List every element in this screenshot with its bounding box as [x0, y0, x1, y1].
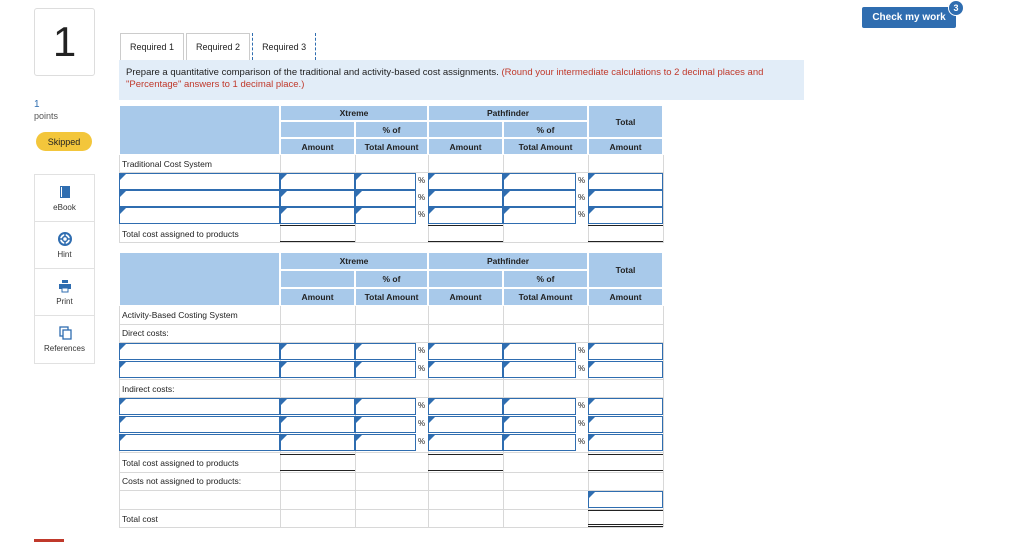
table2-direct-row1-xtreme-pct-sign: % — [418, 346, 426, 355]
table1-total-pathfinder[interactable] — [428, 225, 503, 242]
print-button[interactable] — [35, 269, 94, 316]
question-number: 1 — [34, 8, 95, 76]
table2-indirect-row2-category-input[interactable] — [119, 416, 280, 433]
requirement-tabs — [120, 33, 316, 60]
table2-col-0: Amount — [280, 288, 355, 306]
references-label: References — [44, 344, 85, 353]
table2-direct-row1-xtreme-amount-input[interactable] — [280, 343, 355, 360]
table2-indirect-row1-total-amount-input[interactable] — [588, 398, 663, 415]
table1-header-blank — [119, 105, 280, 155]
table2-indirect-row3-total-amount-input[interactable] — [588, 434, 663, 451]
table2-direct-row1-pathfinder-amount-input[interactable] — [428, 343, 503, 360]
table1-group-total: Total — [588, 105, 663, 138]
table2-group-total: Total — [588, 252, 663, 288]
table2-direct-row2-xtreme-pct-sign: % — [418, 364, 426, 373]
table2-group-pathfinder: Pathfinder — [428, 252, 588, 270]
ebook-icon — [58, 185, 72, 199]
table2-indirect-row2-pathfinder-pct-sign: % — [578, 419, 586, 428]
attempts-badge: 3 — [948, 0, 964, 16]
table2-indirect-row1-pathfinder-pct-input[interactable] — [503, 398, 576, 415]
table1-total-xtreme[interactable] — [280, 225, 355, 242]
table2-col-4: Amount — [588, 288, 663, 306]
table1-row3-xtreme-pct-sign: % — [418, 210, 426, 219]
table1-row2-xtreme-pct-input[interactable] — [355, 190, 416, 207]
references-icon — [58, 326, 72, 340]
table2-direct-row2-pathfinder-pct-sign: % — [578, 364, 586, 373]
table2-direct-row1-pathfinder-pct-sign: % — [578, 346, 586, 355]
table2-sub-blank-2 — [428, 270, 503, 288]
table1-sub-blank-2 — [428, 121, 503, 138]
table1-row2-total-amount-input[interactable] — [588, 190, 663, 207]
table2-section-label: Activity-Based Costing System — [122, 310, 238, 320]
table2-indirect-row3-xtreme-pct-sign: % — [418, 437, 426, 446]
table1-total-label: Total cost assigned to products — [122, 228, 239, 239]
table2-total-cost-total[interactable] — [588, 510, 663, 527]
table2-indirect-label: Indirect costs: — [122, 383, 175, 394]
table2-total-total[interactable] — [588, 454, 663, 471]
row-divider — [119, 490, 663, 491]
table1-total-total[interactable] — [588, 225, 663, 242]
table1-row1-total-amount-input[interactable] — [588, 173, 663, 190]
table2-indirect-row1-xtreme-pct-sign: % — [418, 401, 426, 410]
table2-direct-row1-xtreme-pct-input[interactable] — [355, 343, 416, 360]
table1-row3-pathfinder-pct-input[interactable] — [503, 207, 576, 224]
table2-bottom-border — [119, 527, 663, 528]
table2-total-label: Total cost assigned to products — [122, 457, 239, 468]
table2-indirect-row2-xtreme-pct-sign: % — [418, 419, 426, 428]
table1-row3-xtreme-pct-input[interactable] — [355, 207, 416, 224]
table1-row2-pathfinder-amount-input[interactable] — [428, 190, 503, 207]
table2-indirect-row2-pathfinder-amount-input[interactable] — [428, 416, 503, 433]
table1-row1-xtreme-pct-sign: % — [418, 176, 426, 185]
table2-indirect-row3-pathfinder-pct-input[interactable] — [503, 434, 576, 451]
table1-row1-pathfinder-amount-input[interactable] — [428, 173, 503, 190]
table1-group-pathfinder: Pathfinder — [428, 105, 588, 121]
table2-total-xtreme[interactable] — [280, 454, 355, 471]
table1-sub-blank-1 — [280, 121, 355, 138]
table1-sub-pct-pathfinder: % of — [503, 121, 588, 138]
table2-indirect-row2-total-amount-input[interactable] — [588, 416, 663, 433]
status-badge: Skipped — [36, 132, 92, 151]
table2-indirect-row3-xtreme-amount-input[interactable] — [280, 434, 355, 451]
points-value: 1 — [34, 99, 40, 110]
table1-row1-xtreme-amount-input[interactable] — [280, 173, 355, 190]
table1-row2-category-input[interactable] — [119, 190, 280, 207]
row-divider — [119, 242, 663, 243]
table1-col-1: Total Amount — [355, 138, 428, 155]
table1-row3-pathfinder-pct-sign: % — [578, 210, 586, 219]
print-label: Print — [56, 296, 73, 306]
table2-not-assigned-label: Costs not assigned to products: — [122, 476, 242, 486]
table2-direct-row1-pathfinder-pct-input[interactable] — [503, 343, 576, 360]
table2-not-assigned-total-input[interactable] — [588, 491, 663, 508]
table1-sub-pct-xtreme: % of — [355, 121, 428, 138]
table2-indirect-row1-xtreme-pct-input[interactable] — [355, 398, 416, 415]
col-divider — [663, 306, 664, 527]
table2-direct-row1-category-input[interactable] — [119, 343, 280, 360]
table2-col-1: Total Amount — [355, 288, 428, 306]
references-button[interactable] — [35, 316, 94, 363]
table1-row2-pathfinder-pct-input[interactable] — [503, 190, 576, 207]
table2-indirect-row1-xtreme-amount-input[interactable] — [280, 398, 355, 415]
table2-direct-row2-category-input[interactable] — [119, 361, 280, 378]
tab-required-3[interactable]: Required 3 — [252, 33, 316, 60]
table2-col-2: Amount — [428, 288, 503, 306]
table1-section-label: Traditional Cost System — [122, 159, 212, 169]
table1-row2-pathfinder-pct-sign: % — [578, 193, 586, 202]
print-icon — [58, 279, 72, 293]
tab-required-1[interactable]: Required 1 — [120, 33, 184, 60]
table1-row3-pathfinder-amount-input[interactable] — [428, 207, 503, 224]
table1-row1-category-input[interactable] — [119, 173, 280, 190]
table2-indirect-row3-category-input[interactable] — [119, 434, 280, 451]
table1-row3-total-amount-input[interactable] — [588, 207, 663, 224]
hint-icon — [58, 232, 72, 246]
ebook-label: eBook — [53, 202, 76, 212]
table1-col-0: Amount — [280, 138, 355, 155]
table2-indirect-row3-xtreme-pct-input[interactable] — [355, 434, 416, 451]
table2-indirect-row2-xtreme-amount-input[interactable] — [280, 416, 355, 433]
table1-row3-category-input[interactable] — [119, 207, 280, 224]
table2-sub-blank-1 — [280, 270, 355, 288]
table2-direct-row2-total-amount-input[interactable] — [588, 361, 663, 378]
table2-indirect-row1-pathfinder-pct-sign: % — [578, 401, 586, 410]
points-label: points — [34, 111, 59, 121]
scroll-indicator — [34, 539, 64, 542]
table2-header-blank — [119, 252, 280, 306]
table2-sub-pct-xtreme: % of — [355, 270, 428, 288]
check-my-work-button[interactable]: Check my work — [862, 7, 956, 28]
table1-row1-pathfinder-pct-sign: % — [578, 176, 586, 185]
table2-direct-row2-xtreme-pct-input[interactable] — [355, 361, 416, 378]
table2-sub-pct-pathfinder: % of — [503, 270, 588, 288]
table2-direct-label: Direct costs: — [122, 328, 169, 338]
table1-col-2: Amount — [428, 138, 503, 155]
table2-direct-row2-pathfinder-pct-input[interactable] — [503, 361, 576, 378]
table1-row2-xtreme-amount-input[interactable] — [280, 190, 355, 207]
table2-direct-row1-total-amount-input[interactable] — [588, 343, 663, 360]
table2-indirect-row3-pathfinder-amount-input[interactable] — [428, 434, 503, 451]
row-divider — [119, 452, 663, 453]
instruction-text: Prepare a quantitative comparison of the traditional and activity-based cost assignments. — [126, 67, 499, 78]
table1-row1-xtreme-pct-input[interactable] — [355, 173, 416, 190]
hint-button[interactable] — [35, 222, 94, 269]
table1-col-4: Amount — [588, 138, 663, 155]
table1-row1-pathfinder-pct-input[interactable] — [503, 173, 576, 190]
ebook-button[interactable] — [35, 175, 94, 222]
hint-label: Hint — [57, 249, 72, 259]
table2-group-xtreme: Xtreme — [280, 252, 428, 270]
tab-required-2[interactable]: Required 2 — [186, 33, 250, 60]
table1-row3-xtreme-amount-input[interactable] — [280, 207, 355, 224]
table1-group-xtreme: Xtreme — [280, 105, 428, 121]
table1-row2-xtreme-pct-sign: % — [418, 193, 426, 202]
row-divider — [119, 509, 663, 510]
col-divider — [663, 155, 664, 243]
table2-direct-row2-xtreme-amount-input[interactable] — [280, 361, 355, 378]
table2-indirect-row2-pathfinder-pct-input[interactable] — [503, 416, 576, 433]
table2-indirect-row1-category-input[interactable] — [119, 398, 280, 415]
table2-indirect-row3-pathfinder-pct-sign: % — [578, 437, 586, 446]
table2-direct-row2-pathfinder-amount-input[interactable] — [428, 361, 503, 378]
instruction-note: (Round your intermediate calculations to 2 decimal places and "Percentage" answers to 1 decimal place.) — [126, 67, 764, 90]
table2-total-cost-label: Total cost — [122, 513, 158, 524]
table2-total-pathfinder[interactable] — [428, 454, 503, 471]
table2-indirect-row1-pathfinder-amount-input[interactable] — [428, 398, 503, 415]
table2-indirect-row2-xtreme-pct-input[interactable] — [355, 416, 416, 433]
table2-col-3: Total Amount — [503, 288, 588, 306]
instructions — [119, 60, 804, 100]
table1-col-3: Total Amount — [503, 138, 588, 155]
tools-panel — [34, 174, 95, 364]
